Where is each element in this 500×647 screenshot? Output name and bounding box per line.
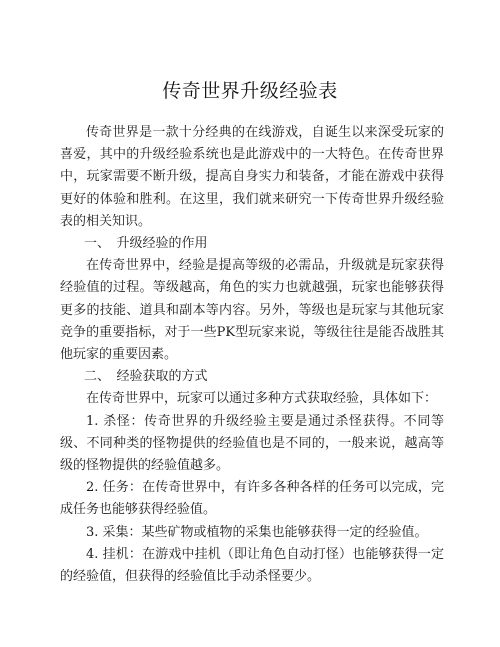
section-heading-exp-sources: 二、 经验获取的方式 (84, 369, 208, 385)
list-item-quests: 2. 任务：在传奇世界中，有许多各种各样的任务可以完成，完成任务也能够获得经验值。 (60, 480, 444, 518)
list-item-kill-monsters: 1. 杀怪：传奇世界的升级经验主要是通过杀怪获得。不同等级、不同种类的怪物提供的经验值也是不同的，一般来说，越高等级的怪物提供的经验值越多。 (60, 413, 444, 474)
list-item-gathering: 3. 采集：某些矿物或植物的采集也能够获得一定的经验值。 (86, 524, 428, 540)
document-body (60, 122, 444, 588)
role-of-exp-paragraph: 在传奇世界中，经验是提高等级的必需品，升级就是玩家获得经验值的过程。等级越高，角色的实力也就越强，玩家也能够获得更多的技能、道具和副本等内容。另外，等级也是玩家与其他玩家竞争的重要指标，对于一些PK型玩家来说，等级往往是能否战胜其他玩家的重要因素。 (60, 258, 444, 363)
intro-paragraph: 传奇世界是一款十分经典的在线游戏，自诞生以来深受玩家的喜爱，其中的升级经验系统也是此游戏中的一大特色。在传奇世界中，玩家需要不断升级，提高自身实力和装备，才能在游戏中获得更好的体验和胜利。在这里，我们就来研究一下传奇世界升级经验表的相关知识。 (60, 125, 444, 229)
section-heading-role-of-exp: 一、 升级经验的作用 (84, 236, 208, 252)
list-item-idle-farming: 4. 挂机：在游戏中挂机（即让角色自动打怪）也能够获得一定的经验值，但获得的经验值比手动杀怪要少。 (60, 546, 444, 585)
exp-sources-intro-paragraph: 在传奇世界中，玩家可以通过多种方式获取经验，具体如下： (86, 391, 438, 407)
document-title: 传奇世界升级经验表 (162, 80, 338, 102)
